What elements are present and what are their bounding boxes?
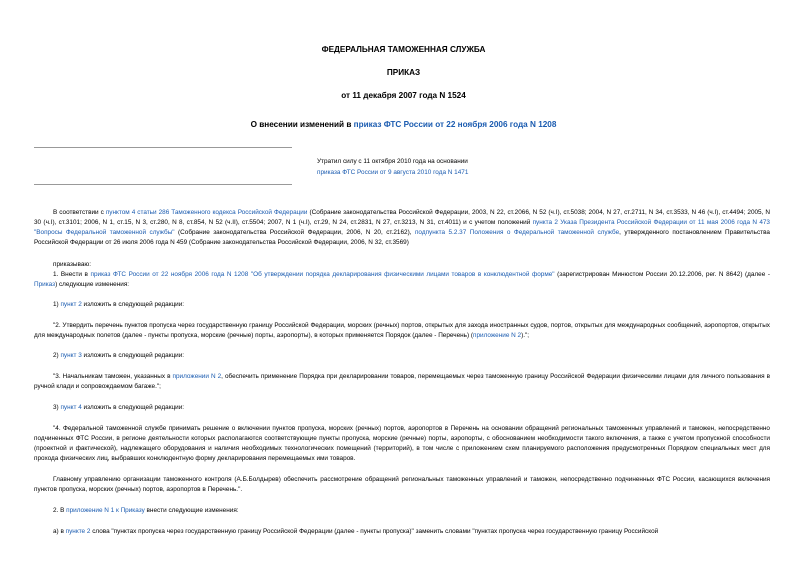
link-appendix-1[interactable]: приложение N 1 к Приказу [66,507,145,514]
text-span: , обеспечить применение Порядка при декларировании товаров, перемещаемых через таможенную границу Российской Федерации физическими лицами для личного пользования в ручной клади и сопровождаемом багаже."; [34,373,770,391]
text-span: (Собрание законодательства Российской Федерации, 2006, N 20, ст.2162), [174,229,415,237]
paragraph-item-1 [34,270,770,290]
paragraph-subitem-a [34,527,770,537]
link-punkt-4[interactable]: пункт 4 [60,404,82,411]
text-span: 3) [53,404,61,411]
paragraph-subitem-2 [34,351,770,361]
link-punkt-2[interactable]: пункт 2 [60,301,82,308]
text-span: (Собрание законодательства Российской Федерации, 2003, N 22, ст.2066, N 52 (ч.I), ст.5038; 2004, N 27, ст.2711, N 34, ст.3533, N 46 (ч.I), ст.4494; 2005, N 30 (ч.I), ст.3101; 2006, N 1, ст.15, N 3, ст.280, N 8, ст.854, N 52 (ч.II), ст.5504; 2007, N 1 (ч.I), ст.29, N 24, ст.2831, N 27, ст.3213, N 31, ст.4011) и с учетом положений [34,209,771,227]
text-span: "3. Начальникам таможен, указанных в [53,373,173,380]
text-span: внести следующие изменения: [144,507,239,514]
link-prikaz[interactable]: Приказ [34,281,56,289]
link-appendix-2b[interactable]: приложении N 2 [172,373,222,380]
title-link[interactable]: приказ ФТС России от 22 ноября 2006 года N 1208 [353,120,557,129]
status-link[interactable]: приказа ФТС России от 9 августа 2010 года N 1471 [317,169,469,176]
text-span: 2) [53,352,61,359]
link-appendix-2[interactable]: приложение N 2 [473,332,522,340]
paragraph-order: приказываю: [53,261,91,268]
paragraph-main-directorate: Главному управлению организации таможенного контроля (А.Б.Болдырев) обеспечить рассмотрение обращений региональных таможенных управлений и таможен, непосредственно подчиненных ФТС России, касающихся включения пунктов пропуска, морских (речных) портов, аэропортов в Перечень.". [34,476,770,494]
document-title [0,120,807,129]
paragraph-quote-4: "4. Федеральной таможенной службе принимать решение о включении пунктов пропуска, морских (речных) портов, аэропортов в Перечень на основании обращений региональных таможенных управлений и таможен, непосредственно подчиненных ФТС России, в регионе деятельности которых располагаются соответствующие пункты пропуска, морские (речные) порты, аэропорты, с обоснованием необходимости такого включения, а также с учетом пропускной способности (проектной и фактической), надлежащего оборудования и наличия необходимых технологических помещений (территорий), в том числе с приложением схем планируемого расположения предусмотренных Порядком специальных мест для прохода физических лиц, выбравших конклюдентную форму декларирования перемещаемых ими товаров. [34,425,770,463]
paragraph-item-2 [34,506,770,516]
text-span: изложить в следующей редакции: [81,352,185,359]
document-date-number: от 11 декабря 2007 года N 1524 [341,91,466,100]
text-span: а) в [53,528,66,535]
status-line: Утратил силу с 11 октября 2010 года на основании [317,158,468,165]
document-title-text: О внесении изменений в [250,120,354,129]
text-span: (зарегистрирован Минюстом России 20.12.2006, рег. N 8642) (далее - [554,271,770,278]
link-presidential-decree[interactable]: пункта 2 Указа Президента Российской Федерации от 11 мая 2006 года N 473 "Вопросы Федеральной таможенной службы" [34,219,770,237]
text-span: слова "пунктах пропуска через государственную границу Российской Федерации (далее - пункты пропуска)" заменить словами "пунктах пропуска через государственную границу Российской [90,528,659,535]
paragraph-quote-3 [34,372,770,392]
link-regulation[interactable]: подпункта 5.2.37 Положения о Федеральной таможенной службе [414,229,620,237]
paragraph-subitem-3 [34,403,770,413]
text-span: 1. Внести в [53,271,91,278]
divider-bottom [34,184,292,185]
paragraph-quote-2 [34,321,770,341]
link-punkt-3[interactable]: пункт 3 [60,352,82,359]
text-span: изложить в следующей редакции: [81,404,185,411]
text-span: )."; [521,332,530,340]
link-order-1208[interactable]: приказ ФТС России от 22 ноября 2006 года N 1208 "Об утверждении порядка декларирования физическими лицами товаров в конклюдентной форме" [90,271,555,278]
paragraph-subitem-1 [34,300,770,310]
text-span: В соответствии с [53,209,106,216]
text-span: 1) [53,301,61,308]
link-tk-article[interactable]: пунктом 4 статьи 286 Таможенного кодекса Российской Федерации [105,209,308,216]
status-link-line [317,168,468,178]
document-type: ПРИКАЗ [386,68,421,77]
text-span: 2. В [53,507,67,514]
link-punkt-2b[interactable]: пункте 2 [65,528,91,535]
divider-top [34,147,292,148]
text-span: "2. Утвердить перечень пунктов пропуска через государственную границу Российской Федерации, морских (речных) портов, открытых для захода иностранных судов, портов, открытых для международных сообщений, аэропортов, открытых для международных полетов (далее - пункты пропуска, морские (речные) порты, аэропорты), в которых применяется Порядок (далее - Перечень) ( [34,322,770,340]
text-span: изложить в следующей редакции: [81,301,185,308]
text-span: ) следующие изменения: [55,281,130,289]
agency-name: ФЕДЕРАЛЬНАЯ ТАМОЖЕННАЯ СЛУЖБА [321,45,486,54]
paragraph-preamble [34,208,770,248]
text-span: , утвержденного постановлением Правительства Российской Федерации от 26 июля 2006 года N 459 (Собрание законодательства Российской Федерации, 2006, N 32, ст.3569) [34,229,770,247]
